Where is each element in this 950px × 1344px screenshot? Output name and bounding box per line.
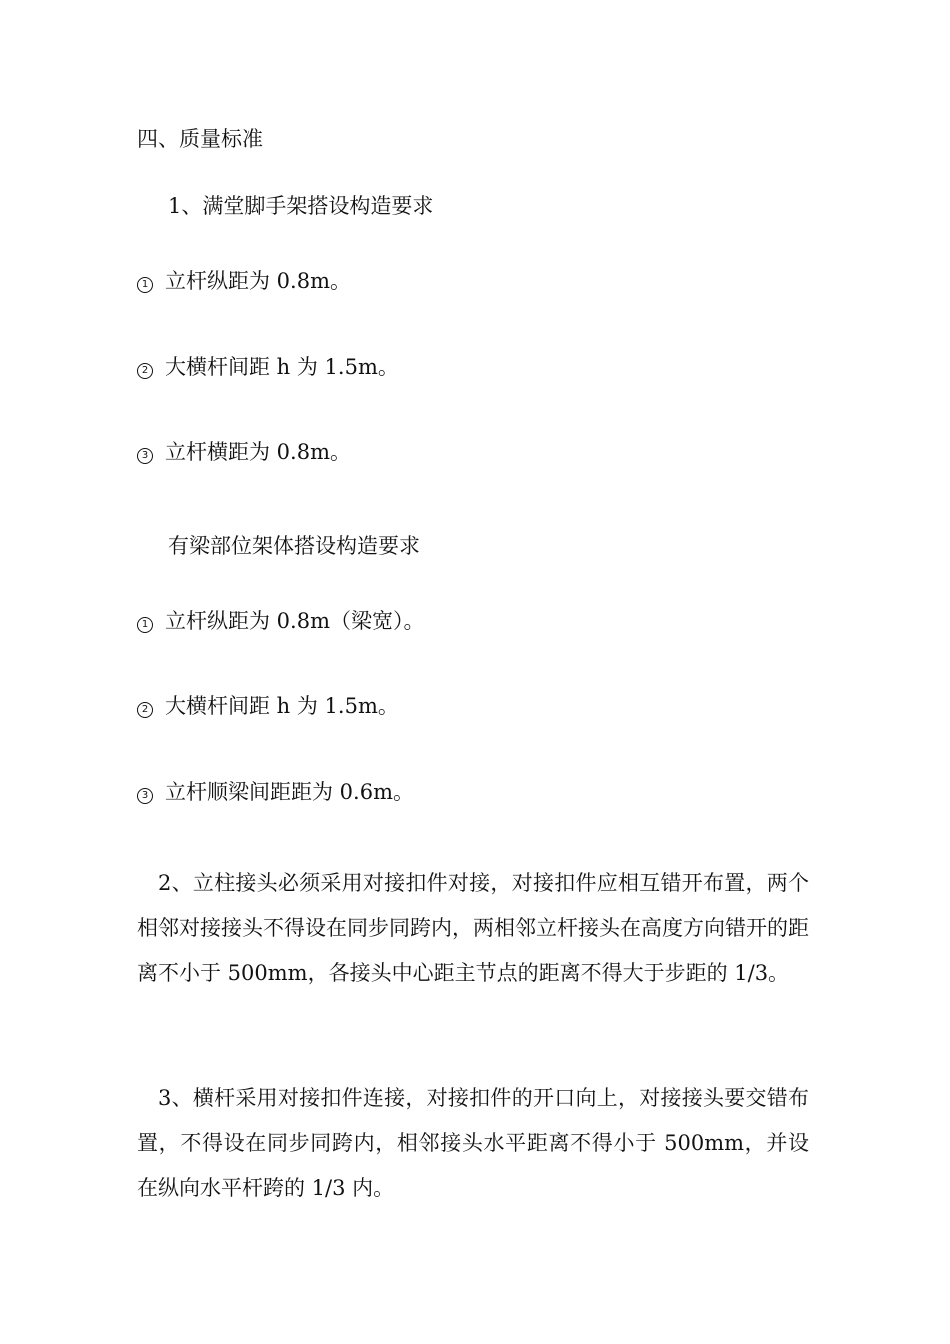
- circled-number: 3: [137, 448, 153, 464]
- list-item-text: 立杆纵距为 0.8m。: [165, 269, 351, 293]
- circled-number: 1: [137, 617, 153, 633]
- circled-number: 2: [137, 702, 153, 718]
- list-item-text: 大横杆间距 h 为 1.5m。: [165, 694, 399, 718]
- list-item-text: 立杆横距为 0.8m。: [165, 440, 351, 464]
- list-item: [137, 608, 425, 634]
- list-item: [137, 779, 414, 805]
- paragraph-3: 3、横杆采用对接扣件连接，对接扣件的开口向上，对接接头要交错布置，不得设在同步同跨内，相邻接头水平距离不得小于 500mm，并设在纵向水平杆跨的 1/3 内。: [137, 1086, 809, 1200]
- list-item: [137, 439, 351, 465]
- subsection-title-1: 1、满堂脚手架搭设构造要求: [168, 194, 434, 218]
- paragraph-2: 2、立柱接头必须采用对接扣件对接，对接扣件应相互错开布置，两个相邻对接接头不得设在同步同跨内，两相邻立杆接头在高度方向错开的距离不小于 500mm，各接头中心距主节点的距离不得大于步距的 1/3。: [137, 871, 809, 985]
- list-item: [137, 268, 351, 294]
- list-item: [137, 354, 399, 380]
- circled-number: 2: [137, 363, 153, 379]
- list-item-text: 立杆顺梁间距距为 0.6m。: [165, 780, 414, 804]
- subsection-title-2: 有梁部位架体搭设构造要求: [168, 534, 420, 558]
- circled-number: 1: [137, 277, 153, 293]
- list-item-text: 立杆纵距为 0.8m（梁宽）。: [165, 609, 425, 633]
- list-item-text: 大横杆间距 h 为 1.5m。: [165, 355, 399, 379]
- list-item: [137, 693, 399, 719]
- section-title: 四、质量标准: [137, 127, 263, 151]
- circled-number: 3: [137, 788, 153, 804]
